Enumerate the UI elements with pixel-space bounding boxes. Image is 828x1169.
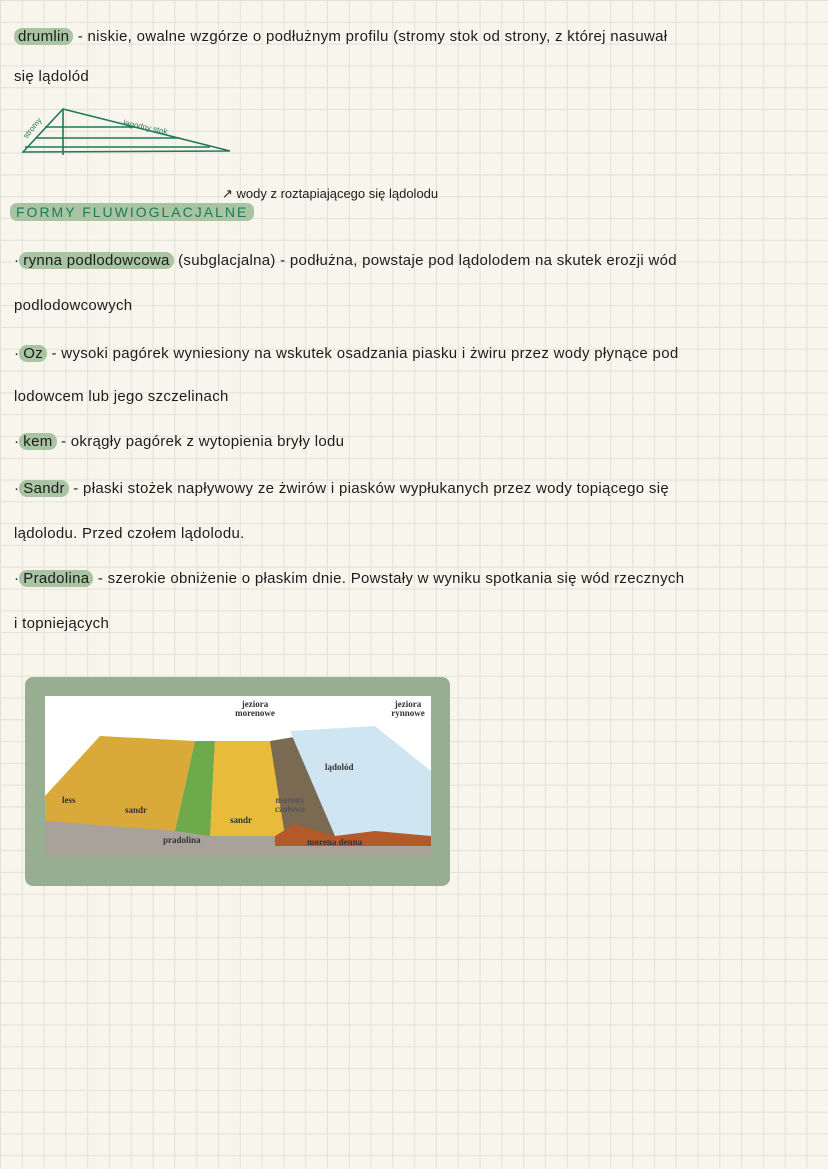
term-oz: Oz: [19, 345, 47, 362]
label-ladolod: lądolód: [325, 762, 354, 772]
drumlin-definition-cont: się lądolód: [14, 68, 90, 85]
entry-sandr: · Sandr - płaski stożek napływowy ze żwirów i piasków wypłukanych przez wody topiącego się: [14, 480, 669, 497]
oz-definition: - wysoki pagórek wyniesiony na wskutek osadzania piasku i żwiru przez wody płynące pod: [47, 345, 679, 362]
label-pradolina: pradolina: [163, 835, 201, 845]
term-rynna: rynna podlodowcowa: [19, 252, 173, 269]
label-jeziora-morenowe: jeziora morenowe: [235, 699, 275, 718]
section-heading: FORMY FLUWIOGLACJALNE: [10, 203, 254, 221]
drumlin-definition: - niskie, owalne wzgórze o podłużnym profilu (stromy stok od strony, z której nasuwał: [73, 28, 668, 45]
drumlin-line: [14, 28, 667, 45]
entry-oz: · Oz - wysoki pagórek wyniesiony na wskutek osadzania piasku i żwiru przez wody płynące pod: [14, 345, 679, 362]
term-kem: kem: [19, 433, 56, 450]
rynna-definition: (subglacjalna) - podłużna, powstaje pod lądolodem na skutek erozji wód: [173, 252, 677, 269]
term-drumlin: drumlin: [14, 28, 73, 45]
drumlin-profile-diagram: [15, 105, 235, 165]
label-gentle: łagodny stok: [122, 118, 169, 137]
landforms-illustration: [45, 696, 431, 856]
kem-definition: - okrągły pagórek z wytopienia bryły lodu: [56, 433, 345, 450]
entry-kem: · kem - okrągły pagórek z wytopienia bryły lodu: [14, 433, 345, 450]
meltwater-note: ↗ wody z roztapiającego się lądolodu: [222, 186, 439, 201]
pradolina-cont: i topniejących: [14, 615, 110, 632]
label-sandr-2: sandr: [230, 815, 253, 825]
entry-rynna: · rynna podlodowcowa (subglacjalna) - podłużna, powstaje pod lądolodem na skutek erozji wód: [14, 252, 677, 269]
glacial-landforms-figure: [25, 677, 450, 886]
label-moreny-czolowe: moreny czołowe: [275, 795, 305, 814]
rynna-cont: podlodowcowych: [14, 297, 133, 314]
pradolina-definition: - szerokie obniżenie o płaskim dnie. Powstały w wyniku spotkania się wód rzecznych: [93, 570, 685, 587]
sandr-definition: - płaski stożek napływowy ze żwirów i piasków wypłukanych przez wody topiącego się: [68, 480, 669, 497]
sandr-cont: lądolodu. Przed czołem lądolodu.: [14, 525, 245, 542]
entry-pradolina: · Pradolina - szerokie obniżenie o płaskim dnie. Powstały w wyniku spotkania się wód rzecznych: [14, 570, 685, 587]
term-sandr: Sandr: [19, 480, 69, 497]
term-pradolina: Pradolina: [19, 570, 93, 587]
oz-cont: lodowcem lub jego szczelinach: [14, 388, 229, 405]
label-sandr-1: sandr: [125, 805, 148, 815]
label-jeziora-rynnowe: jeziora rynnowe: [391, 699, 425, 718]
label-steep: stromy: [21, 115, 44, 141]
label-morena-denna: morena denna: [307, 837, 363, 847]
label-less: less: [62, 795, 76, 805]
